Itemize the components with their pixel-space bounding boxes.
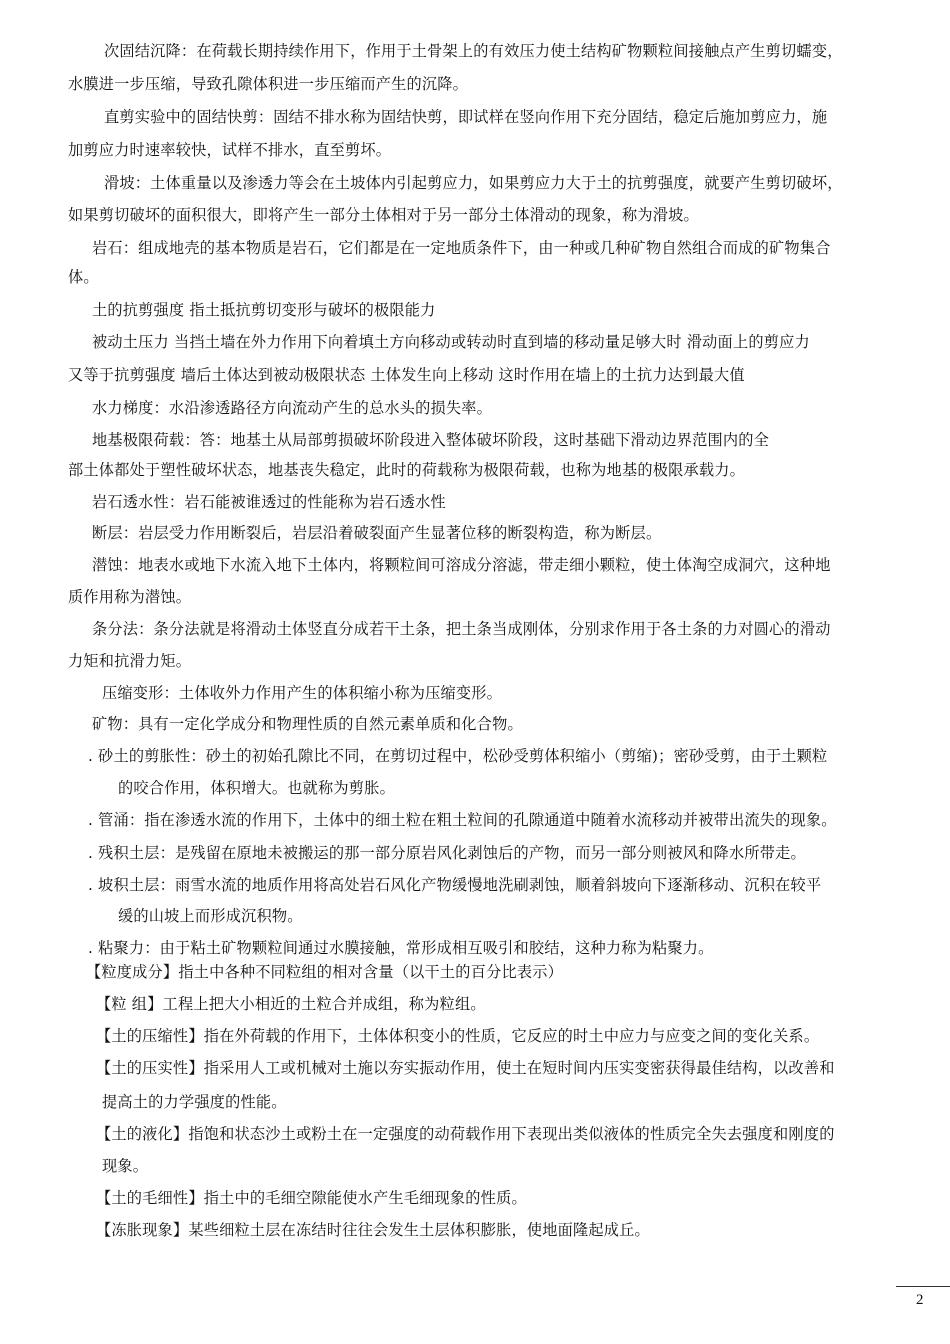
text-line: 体。 <box>68 268 99 286</box>
text-line: . 粘聚力：由于粘土矿物颗粒间通过水膜接触，常形成相互吸引和胶结，这种力称为粘聚力。 <box>88 939 714 957</box>
text-line: 缓的山坡上而形成沉积物。 <box>118 907 303 925</box>
text-line: 矿物：具有一定化学成分和物理性质的自然元素单质和化合物。 <box>92 715 523 733</box>
text-line: 【粒 组】工程上把大小相近的土粒合并成组，称为粒组。 <box>96 995 486 1013</box>
text-line: 力矩和抗滑力矩。 <box>68 652 192 670</box>
text-line: 现象。 <box>102 1157 149 1175</box>
text-line: 被动土压力 当挡土墙在外力作用下向着填土方向移动或转动时直到墙的移动量足够大时 滑动面上的剪应力 <box>92 333 810 351</box>
text-line: 水膜进一步压缩，导致孔隙体积进一步压缩而产生的沉降。 <box>68 75 469 93</box>
text-line: 【土的压实性】指采用人工或机械对土施以夯实振动作用，使土在短时间内压实变密获得最佳结构，以改善和 <box>96 1059 835 1077</box>
text-line: 提高土的力学强度的性能。 <box>102 1093 287 1111</box>
footer-divider <box>896 1286 950 1287</box>
text-line: 的咬合作用，体积增大。也就称为剪胀。 <box>118 779 395 797</box>
text-line: 【土的压缩性】指在外荷载的作用下，土体体积变小的性质，它反应的时土中应力与应变之间的变化关系。 <box>96 1027 820 1045</box>
text-line: 岩石透水性：岩石能被谁透过的性能称为岩石透水性 <box>92 493 446 511</box>
text-line: 条分法：条分法就是将滑动土体竖直分成若干土条，把土条当成刚体，分别求作用于各土条的力对圆心的滑动 <box>92 620 831 638</box>
text-line: 如果剪切破坏的面积很大，即将产生一部分土体相对于另一部分土体滑动的现象，称为滑坡。 <box>68 206 699 224</box>
text-line: 【土的毛细性】指土中的毛细空隙能使水产生毛细现象的性质。 <box>96 1189 527 1207</box>
page-number: 2 <box>916 1292 924 1308</box>
text-line: 土的抗剪强度 指土抵抗剪切变形与破坏的极限能力 <box>92 301 436 319</box>
text-line: . 管涌：指在渗透水流的作用下，土体中的细土粒在粗土粒间的孔隙通道中随着水流移动并被带出流失的现象。 <box>88 811 837 829</box>
text-line: 直剪实验中的固结快剪：固结不排水称为固结快剪，即试样在竖向作用下充分固结，稳定后施加剪应力，施 <box>104 108 828 126</box>
text-line: 压缩变形：土体收外力作用产生的体积缩小称为压缩变形。 <box>102 684 503 702</box>
text-line: . 砂土的剪胀性：砂土的初始孔隙比不同，在剪切过程中，松砂受剪体积缩小（剪缩)；密砂受剪，由于土颗粒 <box>88 747 828 765</box>
text-line: 滑坡：土体重量以及渗透力等会在土坡体内引起剪应力，如果剪应力大于土的抗剪强度，就要产生剪切破坏， <box>104 174 843 192</box>
text-line: 水力梯度：水沿渗透路径方向流动产生的总水头的损失率。 <box>92 399 493 417</box>
text-line: 又等于抗剪强度 墙后土体达到被动极限状态 土体发生向上移动 这时作用在墙上的土抗力达到最大值 <box>68 366 745 384</box>
text-line: 岩石：组成地壳的基本物质是岩石，它们都是在一定地质条件下，由一种或几种矿物自然组合而成的矿物集合 <box>92 239 831 257</box>
text-line: . 坡积土层：雨雪水流的地质作用将高处岩石风化产物缓慢地洗刷剥蚀，顺着斜坡向下逐渐移动、沉积在较平 <box>88 876 822 894</box>
text-line: 加剪应力时速率较快，试样不排水，直至剪坏。 <box>68 141 392 159</box>
text-line: 质作用称为潜蚀。 <box>68 588 192 606</box>
text-line: 【粒度成分】指土中各种不同粒组的相对含量（以干土的百分比表示） <box>86 963 564 981</box>
text-line: 潜蚀：地表水或地下水流入地下土体内，将颗粒间可溶成分溶滤，带走细小颗粒，使土体淘空成洞穴，这种地 <box>92 556 831 574</box>
text-line: 【冻胀现象】某些细粒土层在冻结时往往会发生土层体积膨胀，使地面隆起成丘。 <box>96 1221 650 1239</box>
text-line: 【土的液化】指饱和状态沙土或粉土在一定强度的动荷载作用下表现出类似液体的性质完全失去强度和刚度的 <box>96 1125 835 1143</box>
text-line: 部土体都处于塑性破坏状态，地基丧失稳定，此时的荷载称为极限荷载，也称为地基的极限承载力。 <box>68 461 746 479</box>
text-line: 次固结沉降：在荷载长期持续作用下，作用于土骨架上的有效压力使土结构矿物颗粒间接触点产生剪切蠕变， <box>104 42 843 60</box>
text-line: 断层：岩层受力作用断裂后，岩层沿着破裂面产生显著位移的断裂构造，称为断层。 <box>92 524 662 542</box>
text-line: . 残积土层：是残留在原地未被搬运的那一部分原岩风化剥蚀后的产物，而另一部分则被风和降水所带走。 <box>88 844 806 862</box>
text-line: 地基极限荷载：答：地基土从局部剪损破坏阶段进入整体破坏阶段，这时基础下滑动边界范围内的全 <box>92 431 770 449</box>
